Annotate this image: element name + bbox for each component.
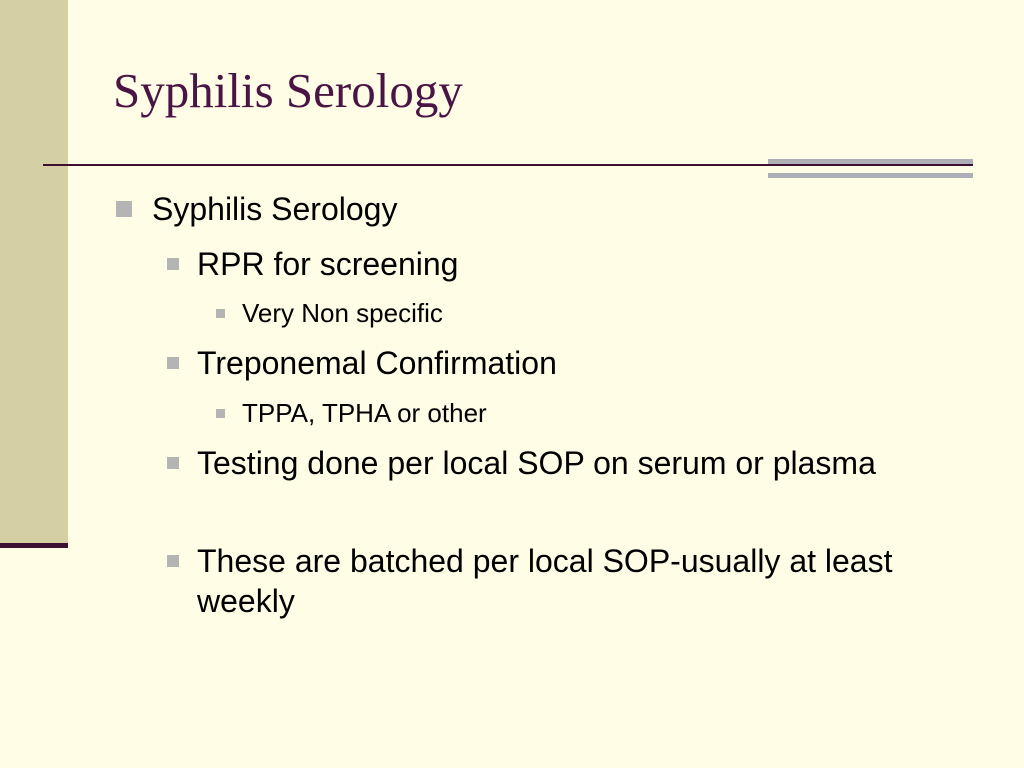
square-bullet-icon: [116, 201, 132, 217]
bullet-level-2: [197, 443, 957, 483]
square-bullet-icon: [167, 357, 179, 369]
bullet-text: TPPA, TPHA or other: [242, 398, 487, 428]
square-bullet-icon: [167, 457, 179, 469]
bullet-level-1: [152, 189, 397, 229]
bullet-text: Syphilis Serology: [152, 191, 398, 227]
bullet-level-3: [242, 397, 487, 430]
bullet-text: RPR for screening: [197, 246, 459, 282]
square-bullet-icon: [167, 555, 179, 567]
square-bullet-icon: [167, 258, 179, 270]
bullet-level-2: [197, 541, 957, 621]
slide-title: Syphilis Serology: [113, 63, 463, 118]
bullet-level-2: [197, 343, 957, 383]
bullet-text: Very Non specific: [242, 298, 443, 328]
bullet-text: Treponemal Confirmation: [197, 345, 557, 381]
bullet-text: Testing done per local SOP on serum or plasma: [197, 445, 876, 481]
square-bullet-icon: [216, 409, 225, 418]
bullet-level-2: [197, 244, 957, 284]
bullet-level-3: [242, 297, 443, 330]
bullet-text: These are batched per local SOP-usually at least weekly: [197, 543, 893, 619]
square-bullet-icon: [216, 309, 225, 318]
